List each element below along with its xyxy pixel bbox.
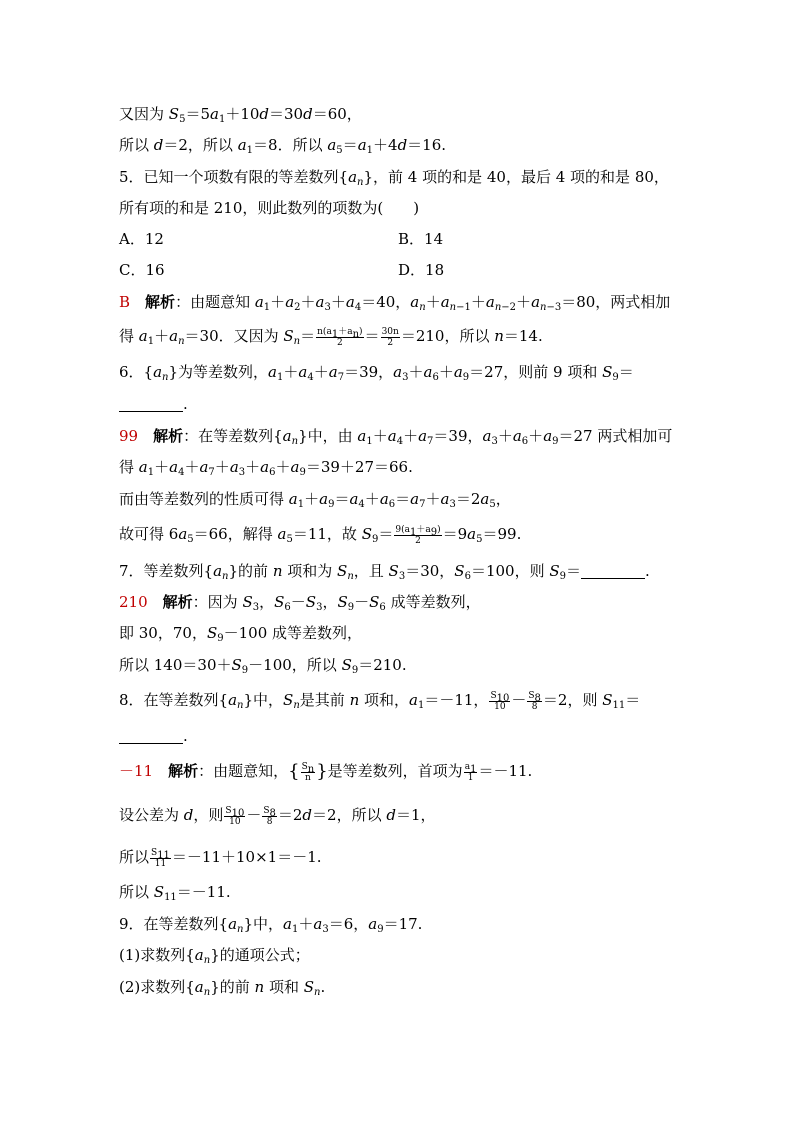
answer-blank[interactable] <box>581 564 645 579</box>
answer-8-cont: 所以 $\frac{S_{11}}{11}$ ＝－11＋10×1＝－1. <box>119 847 322 869</box>
option-d: D．18 <box>398 261 445 279</box>
answer-6: 99 解析：在等差数列$\{a_n\}$中，由 $a_1+a_4+a_7=39$，$a_3+a_6+a_9=27$ 两式相加可 <box>119 427 673 447</box>
answer-6-cont: 而由等差数列的性质可得 $a_1+a_9=a_4+a_6=a_7+a_3=2a_5$， <box>119 490 511 510</box>
question-7: 7．等差数列$\{a_n\}$的前 n 项和为 $S_n$，且 $S_3=30$，$S_6=100$，则 $S_9=$ . <box>119 562 650 582</box>
answer-8: －11 解析：由题意知，{ $\frac{S_n}{n}$ }是等差数列，首项为 $\frac{a_1}{1}$ ＝－11. <box>119 761 533 783</box>
question-9-part-1: (1)求数列$\{a_n\}$的通项公式； <box>119 946 310 966</box>
option-c: C．16 <box>119 261 165 279</box>
answer-6-cont: 故可得 $6a_5=66$，解得 $a_5=11$，故 $S_9=$ $\frac{9(a_1+a_9)}{2}$ $=9a_5=99$. <box>119 524 522 546</box>
analysis-label: 解析 <box>153 427 184 445</box>
answer-8-cont: 所以 $S_{11}=-11$. <box>119 883 231 903</box>
answer-5-cont: 得 $a_1+a_n=30$．又因为 $S_n=$ $\frac{n(a_1+a_n)}{2}$ ＝ $\frac{30n}{2}$ ＝210，所以 n＝14. <box>119 326 543 348</box>
solution-line: 又因为 $S_5=5a_1+10d=30d=60$， <box>119 105 362 125</box>
answer-7-cont: 所以 $140=30+S_9-100$，所以 $S_9=210$. <box>119 656 407 676</box>
question-5-cont: 所有项的和是 210，则此数列的项数为( ) <box>119 199 420 217</box>
option-b: B．14 <box>398 230 444 248</box>
option-a: A．12 <box>119 230 164 248</box>
question-8-blank: . <box>119 726 188 746</box>
question-5: 5．已知一个项数有限的等差数列$\{a_n\}$，前 4 项的和是 40，最后 4 项的和是 80， <box>119 168 669 188</box>
question-6-blank: . <box>119 394 188 414</box>
answer-8-cont: 设公差为 d，则 $\frac{S_{10}}{10}$ － $\frac{S_8}{8}$ ＝2d＝2，所以 d＝1， <box>119 805 436 827</box>
answer-value: 210 <box>119 593 148 611</box>
answer-value: 99 <box>119 427 139 445</box>
answer-5: B 解析：由题意知 $a_1+a_2+a_3+a_4=40$，$a_n+a_{n-1}+a_{n-2}+a_{n-3}=80$，两式相加 <box>119 293 671 313</box>
analysis-label: 解析 <box>162 593 193 611</box>
question-8: 8．在等差数列$\{a_n\}$中，$S_n$是其前 n 项和，$a_1=-11$， $\frac{S_{10}}{10}$ － $\frac{S_8}{8}$ ＝2，则 $S_{11}=$ <box>119 690 641 712</box>
answer-7-cont: 即 30，70，$S_9-100$ 成等差数列， <box>119 624 363 644</box>
answer-value: －11 <box>119 762 154 780</box>
analysis-label: 解析 <box>168 762 199 780</box>
answer-7: 210 解析：因为 $S_3$，$S_6-S_3$，$S_9-S_6$ 成等差数列， <box>119 593 481 613</box>
analysis-label: 解析 <box>145 293 176 311</box>
solution-line: 所以 d＝2，所以 $a_1=8$．所以 $a_5=a_1+4d=16$. <box>119 136 447 156</box>
answer-blank[interactable] <box>119 729 183 744</box>
question-9: 9．在等差数列$\{a_n\}$中，$a_1+a_3=6$，$a_9=17$. <box>119 915 423 935</box>
answer-letter: B <box>119 293 131 311</box>
question-6: 6．$\{a_n\}$为等差数列，$a_1+a_4+a_7=39$，$a_3+a_6+a_9=27$，则前 9 项和 $S_9=$ <box>119 363 634 383</box>
answer-6-cont: 得 $a_1+a_4+a_7+a_3+a_6+a_9=39+27=66$. <box>119 458 413 478</box>
answer-blank[interactable] <box>119 397 183 412</box>
question-9-part-2: (2)求数列$\{a_n\}$的前 n 项和 $S_n$. <box>119 978 326 998</box>
